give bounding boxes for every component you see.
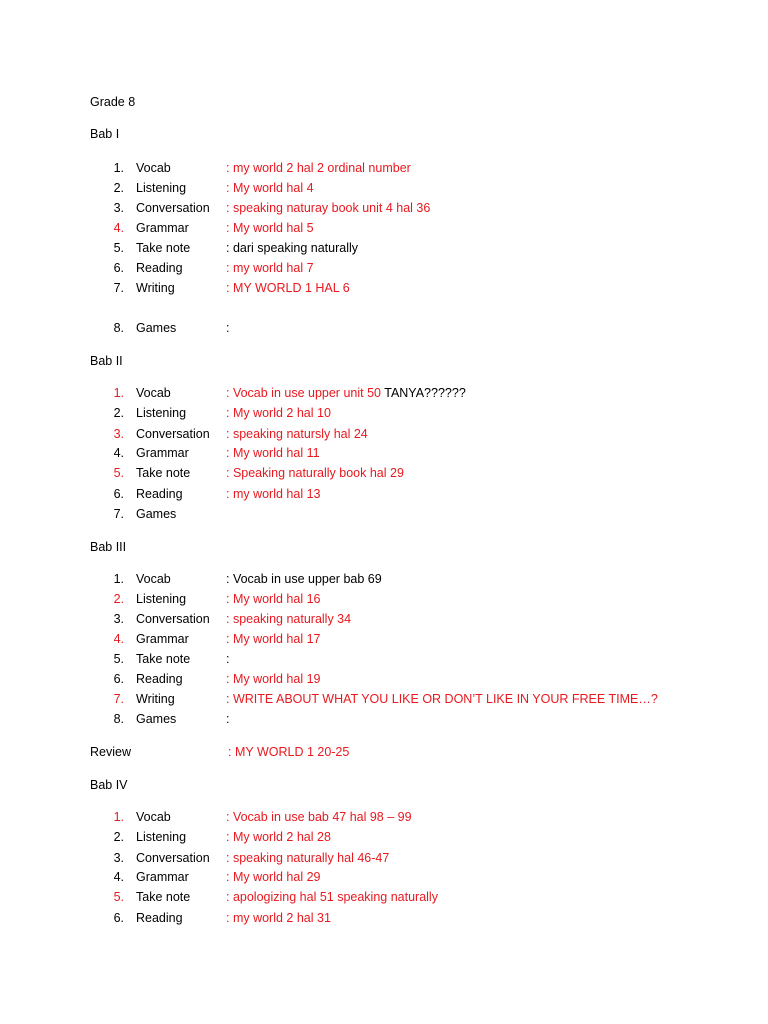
list-item-number: 7. xyxy=(113,281,124,295)
list-item-number: 1. xyxy=(113,810,124,824)
list-item-value-text: : my world 2 hal 31 xyxy=(226,911,331,925)
list-item-label: Take note xyxy=(136,890,191,904)
list-item-value xyxy=(226,200,430,216)
section-heading-bab-2: Bab II xyxy=(90,354,123,368)
list-item-number: 3. xyxy=(113,612,124,626)
list-item-label: Take note xyxy=(136,466,191,480)
list-item-label: Games xyxy=(136,507,177,521)
list-item-number: 4. xyxy=(113,221,124,235)
list-item-label: Reading xyxy=(136,911,183,925)
section-heading-bab-1: Bab I xyxy=(90,127,120,141)
list-item-number: 6. xyxy=(113,672,124,686)
list-item-label: Take note xyxy=(136,652,191,666)
list-item-value-text: : My world 2 hal 10 xyxy=(226,406,331,420)
document-title: Grade 8 xyxy=(90,95,136,109)
list-item-value xyxy=(226,385,466,401)
list-item-value-text: : my world hal 13 xyxy=(226,487,321,501)
list-item-number: 7. xyxy=(113,507,124,521)
list-item-label: Reading xyxy=(136,487,183,501)
list-item-number: 4. xyxy=(113,632,124,646)
list-item-value-text: : Vocab in use bab 47 hal 98 – 99 xyxy=(226,810,412,824)
list-item-number: 6. xyxy=(113,261,124,275)
list-item-number: 4. xyxy=(113,870,124,884)
list-item-label: Listening xyxy=(136,592,187,606)
list-item-number: 5. xyxy=(113,241,124,255)
list-item-value-text: : xyxy=(226,712,230,726)
list-item-value-text: : speaking naturally hal 46-47 xyxy=(226,851,390,865)
list-item-label: Reading xyxy=(136,672,183,686)
list-item-value xyxy=(226,869,320,885)
review-value: : MY WORLD 1 20-25 xyxy=(228,745,350,759)
list-item-label: Listening xyxy=(136,830,187,844)
list-item-value xyxy=(226,651,229,667)
list-item-value-text: : Vocab in use upper bab 69 xyxy=(226,572,382,586)
list-item-value xyxy=(226,445,320,461)
list-item-label: Writing xyxy=(136,692,175,706)
list-item-value xyxy=(226,591,320,607)
list-item-value-text: : Vocab in use upper unit 50 xyxy=(226,386,385,400)
list-item-value xyxy=(226,405,331,421)
list-item-label: Vocab xyxy=(136,572,171,586)
list-item-label: Conversation xyxy=(136,427,210,441)
list-item-value-text: : xyxy=(226,652,230,666)
section-heading-bab-4: Bab IV xyxy=(90,778,128,792)
list-item-label: Vocab xyxy=(136,386,171,400)
list-item-value-text: : my world 2 hal 2 ordinal number xyxy=(226,161,411,175)
list-item-label: Listening xyxy=(136,406,187,420)
list-item-value xyxy=(226,850,389,866)
list-item-value-text: : My world hal 29 xyxy=(226,870,321,884)
list-item-value xyxy=(226,220,314,236)
review-label: Review xyxy=(90,745,131,759)
list-item-label: Conversation xyxy=(136,851,210,865)
list-item-value xyxy=(226,465,404,481)
list-item-number: 1. xyxy=(113,386,124,400)
list-item-value-text: : My world 2 hal 28 xyxy=(226,830,331,844)
list-item-label: Grammar xyxy=(136,870,189,884)
list-item-value-text: : My world hal 16 xyxy=(226,592,321,606)
list-item-value-text: : My world hal 11 xyxy=(226,446,320,460)
list-item-value xyxy=(226,611,351,627)
list-item-number: 8. xyxy=(113,321,124,335)
list-item-value-text: : speaking natursly hal 24 xyxy=(226,427,368,441)
list-item-label: Vocab xyxy=(136,161,171,175)
list-item-number: 1. xyxy=(113,572,124,586)
list-item-value-text: : dari speaking naturally xyxy=(226,241,359,255)
list-item-value xyxy=(226,711,229,727)
list-item-label: Grammar xyxy=(136,446,189,460)
list-item-value-text: : My world hal 4 xyxy=(226,181,314,195)
list-item-label: Vocab xyxy=(136,810,171,824)
list-item-label: Writing xyxy=(136,281,175,295)
list-item-number: 3. xyxy=(113,851,124,865)
list-item-value xyxy=(226,160,411,176)
list-item-value xyxy=(226,240,358,256)
list-item-label: Conversation xyxy=(136,201,210,215)
list-item-value xyxy=(226,829,331,845)
list-item-number: 5. xyxy=(113,890,124,904)
list-item-number: 2. xyxy=(113,592,124,606)
list-item-value xyxy=(226,631,320,647)
list-item-label: Grammar xyxy=(136,221,189,235)
list-item-label: Take note xyxy=(136,241,191,255)
list-item-value-suffix: TANYA?????? xyxy=(384,386,466,400)
list-item-value xyxy=(226,260,314,276)
list-item-value xyxy=(226,280,350,296)
list-item-value-text: : speaking naturally 34 xyxy=(226,612,352,626)
list-item-label: Games xyxy=(136,321,177,335)
list-item-value xyxy=(226,426,368,442)
list-item-label: Listening xyxy=(136,181,187,195)
list-item-number: 3. xyxy=(113,427,124,441)
list-item-value-text: : MY WORLD 1 HAL 6 xyxy=(226,281,350,295)
list-item-value-text: : My world hal 17 xyxy=(226,632,321,646)
list-item-value xyxy=(226,910,331,926)
list-item-number: 8. xyxy=(113,712,124,726)
list-item-value-text: : WRITE ABOUT WHAT YOU LIKE OR DON’T LIKE IN YOUR FREE TIME…? xyxy=(226,692,658,706)
list-item-number: 6. xyxy=(113,487,124,501)
list-item-value xyxy=(226,809,412,825)
list-item-value-text: : speaking naturay book unit 4 hal 36 xyxy=(226,201,431,215)
list-item-number: 2. xyxy=(113,181,124,195)
list-item-number: 1. xyxy=(113,161,124,175)
list-item-number: 2. xyxy=(113,830,124,844)
list-item-value xyxy=(226,320,229,336)
list-item-label: Games xyxy=(136,712,177,726)
list-item-number: 2. xyxy=(113,406,124,420)
list-item-value-text: : my world hal 7 xyxy=(226,261,314,275)
list-item-number: 7. xyxy=(113,692,124,706)
list-item-number: 5. xyxy=(113,652,124,666)
list-item-value-text: : My world hal 5 xyxy=(226,221,314,235)
list-item-value-text: : My world hal 19 xyxy=(226,672,321,686)
list-item-value xyxy=(226,180,314,196)
list-item-number: 3. xyxy=(113,201,124,215)
list-item-value xyxy=(226,571,382,587)
list-item-label: Reading xyxy=(136,261,183,275)
list-item-value-text: : apologizing hal 51 speaking naturally xyxy=(226,890,438,904)
list-item-label: Grammar xyxy=(136,632,189,646)
list-item-value xyxy=(226,671,320,687)
list-item-number: 6. xyxy=(113,911,124,925)
list-item-value xyxy=(226,889,438,905)
list-item-number: 4. xyxy=(113,446,124,460)
list-item-number: 5. xyxy=(113,466,124,480)
list-item-value xyxy=(226,486,320,502)
list-item-value xyxy=(226,691,658,707)
list-item-value-text: : xyxy=(226,321,230,335)
list-item-value-text: : Speaking naturally book hal 29 xyxy=(226,466,404,480)
section-heading-bab-3: Bab III xyxy=(90,540,127,554)
list-item-label: Conversation xyxy=(136,612,210,626)
